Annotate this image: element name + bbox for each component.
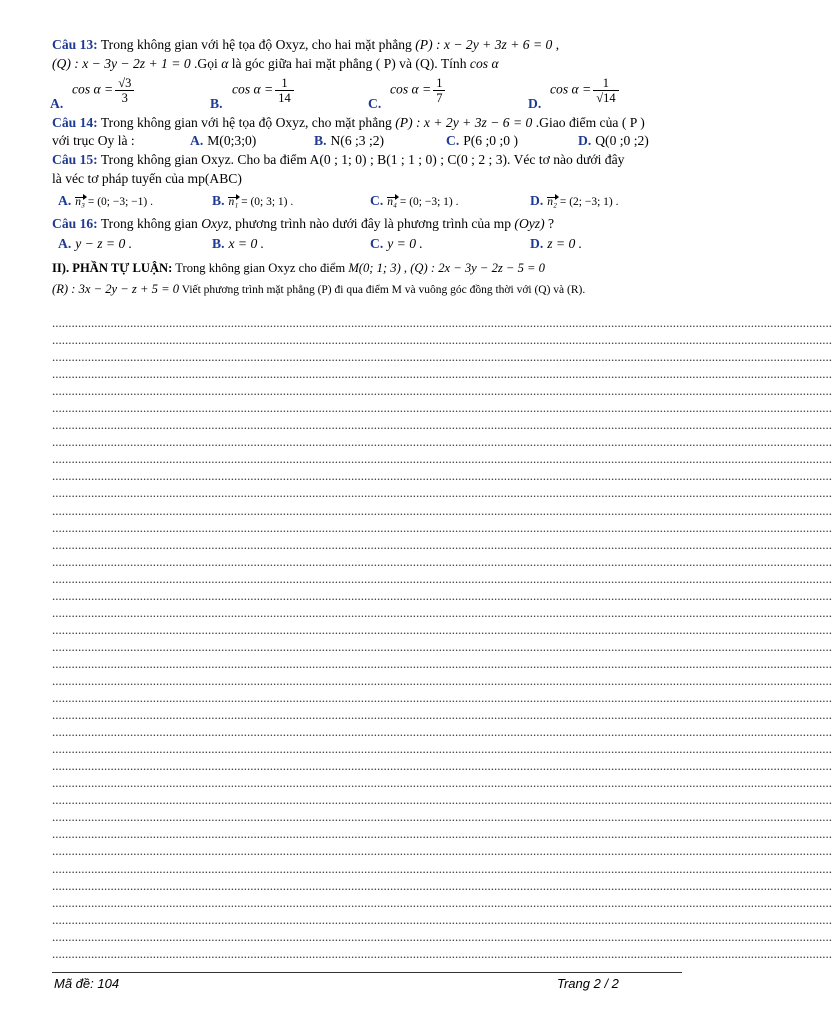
answer-line[interactable]: ................................................................................................................................................................................................................................................ xyxy=(52,741,832,757)
answer-line[interactable]: ................................................................................................................................................................................................................................................ xyxy=(52,826,832,842)
question-16-options xyxy=(52,236,682,258)
answer-line[interactable]: ................................................................................................................................................................................................................................................ xyxy=(52,315,832,330)
option-c[interactable]: C. n₄ = (0; −3; 1) . xyxy=(370,193,459,208)
option-b[interactable]: B. N(6 ;3 ;2) xyxy=(314,133,385,148)
question-13: Câu 13: Trong không gian với hệ tọa độ Oxyz, cho hai mặt phẳng (P) : x − 2y + 3z + 6 = 0 , xyxy=(52,37,560,52)
option-letter: A. xyxy=(50,96,64,111)
answer-line[interactable]: ................................................................................................................................................................................................................................................ xyxy=(52,775,832,791)
option-a[interactable]: A. y − z = 0 . xyxy=(58,236,133,251)
option-b[interactable]: B. x = 0 . xyxy=(212,236,265,251)
question-13-options: A. cos α = $\frac{√3}{3}$ B. cos α = $\frac{1}{14}$ C. cos α = $\frac{1}{7}$ D. cos α = $\frac{1}{√14}$ xyxy=(52,76,682,114)
plane-p-equation: (P) : x − 2y + 3z + 6 = 0 xyxy=(415,37,553,52)
answer-line[interactable]: ................................................................................................................................................................................................................................................ xyxy=(52,809,832,825)
answer-line[interactable]: ................................................................................................................................................................................................................................................ xyxy=(52,349,832,365)
question-label: Câu 13: xyxy=(52,37,98,52)
answer-line[interactable]: ................................................................................................................................................................................................................................................ xyxy=(52,690,832,706)
option-a[interactable]: A. n₃ = (0; −3; −1) . xyxy=(58,193,153,208)
answer-line[interactable]: ................................................................................................................................................................................................................................................ xyxy=(52,724,832,740)
answer-line[interactable]: ................................................................................................................................................................................................................................................ xyxy=(52,536,832,552)
option-c[interactable]: C. P(6 ;0 ;0 ) xyxy=(446,133,518,148)
answer-line[interactable]: ................................................................................................................................................................................................................................................ xyxy=(52,417,832,433)
answer-line[interactable]: ................................................................................................................................................................................................................................................ xyxy=(52,332,832,348)
answer-line[interactable]: ................................................................................................................................................................................................................................................ xyxy=(52,570,832,586)
page-number: Trang 2 / 2 xyxy=(557,976,619,991)
option-letter: B. xyxy=(210,96,223,111)
option-b[interactable]: B. n₁ = (0; 3; 1) . xyxy=(212,193,294,208)
points-abc: A(0 ; 1; 0) ; B(1 ; 1 ; 0) ; C(0 ; 2 ; 3) xyxy=(309,152,508,167)
plane-q-equation: (Q) : x − 3y − 2z + 1 = 0 xyxy=(52,56,191,71)
answer-lines[interactable] xyxy=(52,314,832,964)
option-c[interactable]: C. y = 0 . xyxy=(370,236,423,251)
answer-line[interactable]: ................................................................................................................................................................................................................................................ xyxy=(52,451,832,467)
footer-divider xyxy=(52,972,682,973)
answer-line[interactable]: ................................................................................................................................................................................................................................................ xyxy=(52,894,832,910)
question-label: Câu 16: xyxy=(52,216,98,231)
plane-p-equation: (P) : x + 2y + 3z − 6 = 0 xyxy=(395,115,533,130)
answer-line[interactable]: ................................................................................................................................................................................................................................................ xyxy=(52,792,832,808)
option-d[interactable]: D. z = 0 . xyxy=(530,236,583,251)
question-16: Câu 16: Trong không gian Oxyz, phương trình nào dưới đây là phương trình của mp (Oyz) ? xyxy=(52,216,555,231)
answer-line[interactable]: ................................................................................................................................................................................................................................................ xyxy=(52,553,832,569)
question-15: Câu 15: Trong không gian Oxyz. Cho ba điểm A(0 ; 1; 0) ; B(1 ; 1 ; 0) ; C(0 ; 2 ; 3). Véc tơ nào dưới đây xyxy=(52,152,625,167)
answer-line[interactable]: ................................................................................................................................................................................................................................................ xyxy=(52,707,832,723)
answer-line[interactable]: ................................................................................................................................................................................................................................................ xyxy=(52,638,832,654)
option-d[interactable]: D. Q(0 ;0 ;2) xyxy=(578,133,649,148)
exam-code: Mã đề: 104 xyxy=(54,976,120,991)
answer-line[interactable]: ................................................................................................................................................................................................................................................ xyxy=(52,468,832,484)
question-14-options: với trục Oy là : A. M(0;3;0) B. N(6 ;3 ;2) C. P(6 ;0 ;0 ) D. Q(0 ;0 ;2) xyxy=(52,133,649,148)
question-14: Câu 14: Trong không gian với hệ tọa độ Oxyz, cho mặt phẳng (P) : x + 2y + 3z − 6 = 0 .Giao điểm của ( P ) xyxy=(52,115,645,130)
answer-line[interactable]: ................................................................................................................................................................................................................................................ xyxy=(52,758,832,774)
question-label: Câu 14: xyxy=(52,115,98,130)
answer-line[interactable]: ................................................................................................................................................................................................................................................ xyxy=(52,519,832,535)
answer-line[interactable]: ................................................................................................................................................................................................................................................ xyxy=(52,877,832,893)
answer-line[interactable]: ................................................................................................................................................................................................................................................ xyxy=(52,366,832,382)
answer-line[interactable]: ................................................................................................................................................................................................................................................ xyxy=(52,621,832,637)
essay-section: II). PHẦN TỰ LUẬN: Trong không gian Oxyz cho điểm M(0; 1; 3) , (Q) : 2x − 3y − 2z − 5 = 0 xyxy=(52,261,545,275)
option-letter: D. xyxy=(528,96,542,111)
answer-line[interactable]: ................................................................................................................................................................................................................................................ xyxy=(52,383,832,399)
answer-line[interactable]: ................................................................................................................................................................................................................................................ xyxy=(52,860,832,876)
option-a[interactable]: A. M(0;3;0) xyxy=(190,133,257,148)
answer-line[interactable]: ................................................................................................................................................................................................................................................ xyxy=(52,604,832,620)
exam-content: Câu 13: Trong không gian với hệ tọa độ Oxyz, cho hai mặt phẳng (P) : x − 2y + 3z + 6 = 0 , (Q) : x − 3y − 2z + 1 = 0 .Gọi α là góc giữa hai mặt phẳng ( P) và (Q). Tính cos α A. cos α = $\frac{√3}{3}$ B. cos α = $\frac{1}{14}$ C. cos α = $\frac{1}{7}$ D. cos α = $\frac{1}{√14}$ Câu 14: Trong không gian với hệ tọa độ Oxyz, cho mặt phẳng (P) : x + 2y + 3z − 6 = 0 .Giao điểm của ( P ) với trục Oy là : A. M(0;3;0) B. N(6 ;3 ;2) C. P(6 ;0 ;0 ) D. Q(0 ;0 ;2) Câu 15: Trong không gian Oxyz. Cho ba điểm A(0 ; 1; 0) ; B(1 ; 1 ; 0) ; C(0 ; 2 ; 3). Véc tơ nào dưới đây là véc tơ pháp tuyến của mp(ABC) A. n₃ = (0; −3; −1) . B. n₁ = (0; 3; 1) . C. n₄ = (0; −3; 1) . D. n₂ = (2; −3; 1) . Câu 16: Trong không gian Oxyz, phương trình nào dưới đây là phương trình của mp (Oyz) ? A. y − z = 0 . B. x = 0 . C. y = 0 . D. z = 0 . II). PHẦN TỰ LUẬN: Trong không gian Oxyz cho điểm M(0; 1; 3) , (Q) : 2x − 3y − 2z − 5 = 0 (R) : 3x − 2y − z + 5 = 0 Viết phương trình mặt phẳng (P) đi qua điểm M và vuông góc đồng thời với (Q) và (R). xyxy=(52,34,682,299)
answer-line[interactable]: ................................................................................................................................................................................................................................................ xyxy=(52,655,832,671)
answer-line[interactable]: ................................................................................................................................................................................................................................................ xyxy=(52,672,832,688)
answer-line[interactable]: ................................................................................................................................................................................................................................................ xyxy=(52,434,832,450)
question-15-options xyxy=(52,193,682,215)
option-d[interactable]: D. n₂ = (2; −3; 1) . xyxy=(530,193,619,208)
answer-line[interactable]: ................................................................................................................................................................................................................................................ xyxy=(52,928,832,944)
question-label: Câu 15: xyxy=(52,152,98,167)
answer-line[interactable]: ................................................................................................................................................................................................................................................ xyxy=(52,485,832,501)
answer-line[interactable]: ................................................................................................................................................................................................................................................ xyxy=(52,945,832,961)
answer-line[interactable]: ................................................................................................................................................................................................................................................ xyxy=(52,587,832,603)
answer-line[interactable]: ................................................................................................................................................................................................................................................ xyxy=(52,843,832,859)
option-letter: C. xyxy=(368,96,382,111)
answer-line[interactable]: ................................................................................................................................................................................................................................................ xyxy=(52,911,832,927)
answer-line[interactable]: ................................................................................................................................................................................................................................................ xyxy=(52,400,832,416)
section-heading: II). PHẦN TỰ LUẬN: xyxy=(52,261,173,275)
answer-line[interactable]: ................................................................................................................................................................................................................................................ xyxy=(52,502,832,518)
